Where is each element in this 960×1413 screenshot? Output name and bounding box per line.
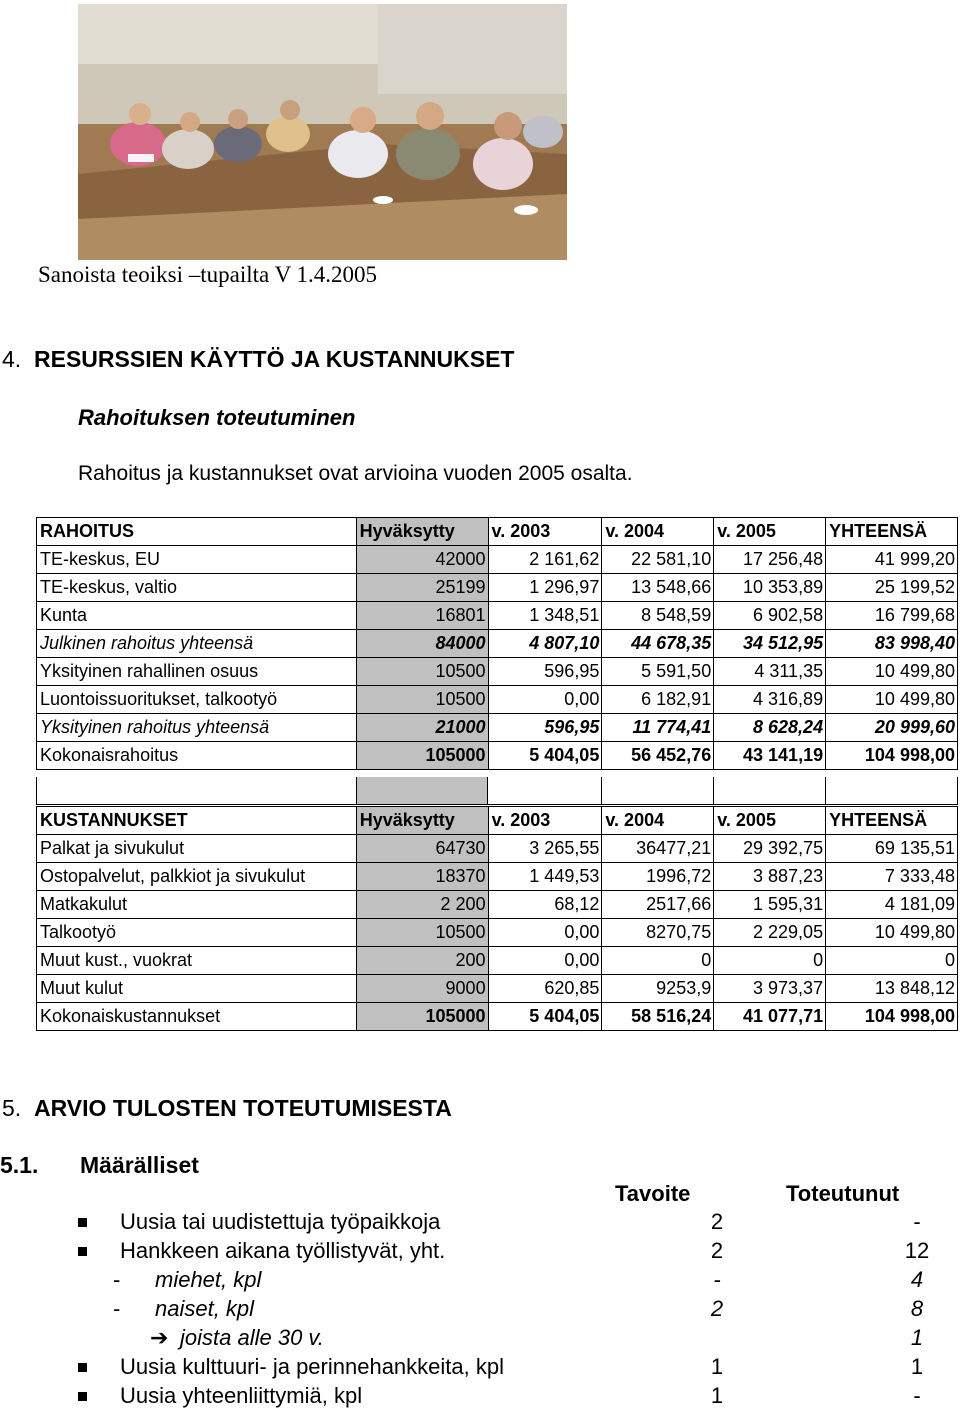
cell-value: 8 628,24 — [714, 714, 826, 742]
result-row — [0, 1209, 960, 1238]
cell-value: 200 — [356, 947, 488, 975]
table-row — [37, 975, 958, 1003]
table-row — [37, 835, 958, 863]
cell-value: 3 265,55 — [488, 835, 602, 863]
cell-value: 13 548,66 — [602, 574, 714, 602]
table-row — [37, 714, 958, 742]
row-label: Muut kulut — [37, 975, 357, 1003]
cell-value: 64730 — [356, 835, 488, 863]
cell-value: 3 973,37 — [714, 975, 826, 1003]
cell-value: 41 999,20 — [826, 546, 958, 574]
cell-value: 2 200 — [356, 891, 488, 919]
cell-value: 68,12 — [488, 891, 602, 919]
row-label: Matkakulut — [37, 891, 357, 919]
cell-value: 104 998,00 — [826, 1003, 958, 1031]
cell-value: 10 499,80 — [826, 686, 958, 714]
row-label: Yksityinen rahoitus yhteensä — [37, 714, 357, 742]
cell-value: 10500 — [356, 919, 488, 947]
result-row — [0, 1325, 960, 1354]
cell-value: 1 296,97 — [488, 574, 602, 602]
table-row — [37, 686, 958, 714]
cell-value: 6 182,91 — [602, 686, 714, 714]
cell-value: 2 229,05 — [714, 919, 826, 947]
table-row — [37, 1003, 958, 1031]
cell-value: 2 161,62 — [488, 546, 602, 574]
row-label: TE-keskus, EU — [37, 546, 357, 574]
cell-value: 0 — [826, 947, 958, 975]
arrow-right-icon: ➔ — [150, 1325, 169, 1350]
cell-value: 4 807,10 — [488, 630, 602, 658]
meeting-photo-drawing — [78, 4, 567, 260]
cell-value: 10 499,80 — [826, 658, 958, 686]
cell-value: 0,00 — [488, 919, 602, 947]
col-tavoite-header: Tavoite — [615, 1181, 691, 1206]
result-row — [0, 1383, 960, 1412]
cell-value: 620,85 — [488, 975, 602, 1003]
cell-value: 21000 — [356, 714, 488, 742]
result-row — [0, 1267, 960, 1296]
section-4-number: 4. — [2, 346, 22, 372]
cell-value: 42000 — [356, 546, 488, 574]
row-label: Yksityinen rahallinen osuus — [37, 658, 357, 686]
funding-subheading: Rahoituksen toteutuminen — [78, 405, 356, 430]
cell-value: 11 774,41 — [602, 714, 714, 742]
meeting-photo — [78, 4, 567, 260]
table-header-row — [37, 518, 958, 546]
cell-value: v. 2004 — [602, 518, 714, 546]
cell-value: 3 887,23 — [714, 863, 826, 891]
table-row — [37, 546, 958, 574]
cell-value: 34 512,95 — [714, 630, 826, 658]
cell-value: 41 077,71 — [714, 1003, 826, 1031]
costs-table — [36, 806, 958, 1031]
cell-value: 1 348,51 — [488, 602, 602, 630]
cell-value: v. 2004 — [602, 807, 714, 835]
cell-value: 16801 — [356, 602, 488, 630]
row-label: Kokonaisrahoitus — [37, 742, 357, 770]
cell-value: 44 678,35 — [602, 630, 714, 658]
tavoite-value: 1 — [710, 1383, 724, 1408]
bullet-icon — [78, 1247, 87, 1256]
cell-value: 5 404,05 — [488, 742, 602, 770]
cell-value: 56 452,76 — [602, 742, 714, 770]
cell-value: 84000 — [356, 630, 488, 658]
result-label: Uusia tai uudistettuja työpaikkoja — [120, 1209, 441, 1234]
cell-value: v. 2005 — [714, 807, 826, 835]
cell-value: 10500 — [356, 686, 488, 714]
cell-value: 1996,72 — [602, 863, 714, 891]
table-row — [37, 630, 958, 658]
bullet-icon — [78, 1363, 87, 1372]
cell-value: 20 999,60 — [826, 714, 958, 742]
cell-value: 105000 — [356, 1003, 488, 1031]
result-row — [0, 1238, 960, 1267]
section-5-heading — [2, 1095, 452, 1122]
table-row — [37, 574, 958, 602]
section-5-1-number: 5.1. — [0, 1152, 39, 1178]
cell-value: 4 181,09 — [826, 891, 958, 919]
table-row — [37, 602, 958, 630]
result-label: Uusia kulttuuri- ja perinnehankkeita, kpl — [120, 1354, 504, 1379]
tavoite-value: 2 — [710, 1296, 724, 1321]
row-label: KUSTANNUKSET — [37, 807, 357, 835]
table-header-row — [37, 807, 958, 835]
table-spacer-row — [36, 777, 958, 805]
cell-value: 596,95 — [488, 658, 602, 686]
tavoite-value: 2 — [710, 1209, 724, 1234]
col-toteutunut-header: Toteutunut — [786, 1181, 900, 1206]
cell-value: 4 311,35 — [714, 658, 826, 686]
table-row — [37, 863, 958, 891]
toteutunut-value: 1 — [910, 1354, 924, 1379]
row-label: RAHOITUS — [37, 518, 357, 546]
result-label: Uusia yhteenliittymiä, kpl — [120, 1383, 363, 1408]
cell-value: 13 848,12 — [826, 975, 958, 1003]
row-label: Luontoissuoritukset, talkootyö — [37, 686, 357, 714]
toteutunut-value: - — [913, 1383, 921, 1408]
cell-value: 10 353,89 — [714, 574, 826, 602]
cell-value: 29 392,75 — [714, 835, 826, 863]
bullet-icon — [78, 1218, 87, 1227]
cell-value: 0 — [714, 947, 826, 975]
table-row — [37, 658, 958, 686]
cell-value: 69 135,51 — [826, 835, 958, 863]
cell-value: Hyväksytty — [356, 807, 488, 835]
photo-caption: Sanoista teoiksi –tupailta V 1.4.2005 — [38, 262, 378, 287]
section-4-title: RESURSSIEN KÄYTTÖ JA KUSTANNUKSET — [34, 346, 515, 372]
cell-value: 83 998,40 — [826, 630, 958, 658]
cell-value: 9253,9 — [602, 975, 714, 1003]
table-row — [37, 742, 958, 770]
row-label: Talkootyö — [37, 919, 357, 947]
row-label: Kokonaiskustannukset — [37, 1003, 357, 1031]
dash-icon: - — [113, 1267, 121, 1292]
cell-value: 1 595,31 — [714, 891, 826, 919]
cell-value: 0,00 — [488, 686, 602, 714]
result-label: miehet, kpl — [155, 1267, 262, 1292]
funding-table — [36, 517, 958, 770]
toteutunut-value: 4 — [910, 1267, 924, 1292]
cell-value: 596,95 — [488, 714, 602, 742]
cell-value: 17 256,48 — [714, 546, 826, 574]
row-label: Palkat ja sivukulut — [37, 835, 357, 863]
cell-value: 16 799,68 — [826, 602, 958, 630]
dash-icon: - — [113, 1296, 121, 1321]
cell-value: 0,00 — [488, 947, 602, 975]
cell-value: 18370 — [356, 863, 488, 891]
cell-value: 105000 — [356, 742, 488, 770]
table-row — [37, 919, 958, 947]
toteutunut-value: - — [913, 1209, 921, 1234]
table-row — [37, 947, 958, 975]
result-row — [0, 1296, 960, 1325]
toteutunut-value: 12 — [904, 1238, 930, 1263]
row-label: Kunta — [37, 602, 357, 630]
cell-value: 8270,75 — [602, 919, 714, 947]
cell-value: 36477,21 — [602, 835, 714, 863]
cell-value: 7 333,48 — [826, 863, 958, 891]
cell-value: 6 902,58 — [714, 602, 826, 630]
cell-value: 1 449,53 — [488, 863, 602, 891]
cell-value: 25199 — [356, 574, 488, 602]
section-4-heading — [2, 346, 514, 373]
cell-value: 9000 — [356, 975, 488, 1003]
section-5-1-title: Määrälliset — [80, 1152, 199, 1178]
cell-value: YHTEENSÄ — [826, 518, 958, 546]
cell-value: 4 316,89 — [714, 686, 826, 714]
intro-text: Rahoitus ja kustannukset ovat arvioina vuoden 2005 osalta. — [78, 462, 633, 485]
cell-value: 2517,66 — [602, 891, 714, 919]
result-label: joista alle 30 v. — [180, 1325, 324, 1350]
cell-value: 58 516,24 — [602, 1003, 714, 1031]
tavoite-value: - — [713, 1267, 721, 1292]
result-label: naiset, kpl — [155, 1296, 255, 1321]
cell-value: 22 581,10 — [602, 546, 714, 574]
cell-value: 43 141,19 — [714, 742, 826, 770]
toteutunut-value: 1 — [910, 1325, 924, 1350]
cell-value: v. 2003 — [488, 518, 602, 546]
cell-value: v. 2005 — [714, 518, 826, 546]
row-label: TE-keskus, valtio — [37, 574, 357, 602]
result-row — [0, 1354, 960, 1383]
row-label: Muut kust., vuokrat — [37, 947, 357, 975]
row-label: Ostopalvelut, palkkiot ja sivukulut — [37, 863, 357, 891]
tavoite-value: 1 — [710, 1354, 724, 1379]
cell-value: 10 499,80 — [826, 919, 958, 947]
cell-value: 8 548,59 — [602, 602, 714, 630]
bullet-icon — [78, 1392, 87, 1401]
section-5-number: 5. — [2, 1095, 22, 1121]
cell-value: Hyväksytty — [356, 518, 488, 546]
cell-value: 104 998,00 — [826, 742, 958, 770]
tavoite-value: 2 — [710, 1238, 724, 1263]
cell-value: 5 404,05 — [488, 1003, 602, 1031]
result-label: Hankkeen aikana työllistyvät, yht. — [120, 1238, 446, 1263]
section-5-1-heading — [0, 1152, 199, 1179]
table-row — [37, 891, 958, 919]
cell-value: 0 — [602, 947, 714, 975]
cell-value: 25 199,52 — [826, 574, 958, 602]
toteutunut-value: 8 — [910, 1296, 924, 1321]
cell-value: 10500 — [356, 658, 488, 686]
row-label: Julkinen rahoitus yhteensä — [37, 630, 357, 658]
cell-value: 5 591,50 — [602, 658, 714, 686]
cell-value: v. 2003 — [488, 807, 602, 835]
cell-value: YHTEENSÄ — [826, 807, 958, 835]
section-5-title: ARVIO TULOSTEN TOTEUTUMISESTA — [34, 1095, 452, 1121]
